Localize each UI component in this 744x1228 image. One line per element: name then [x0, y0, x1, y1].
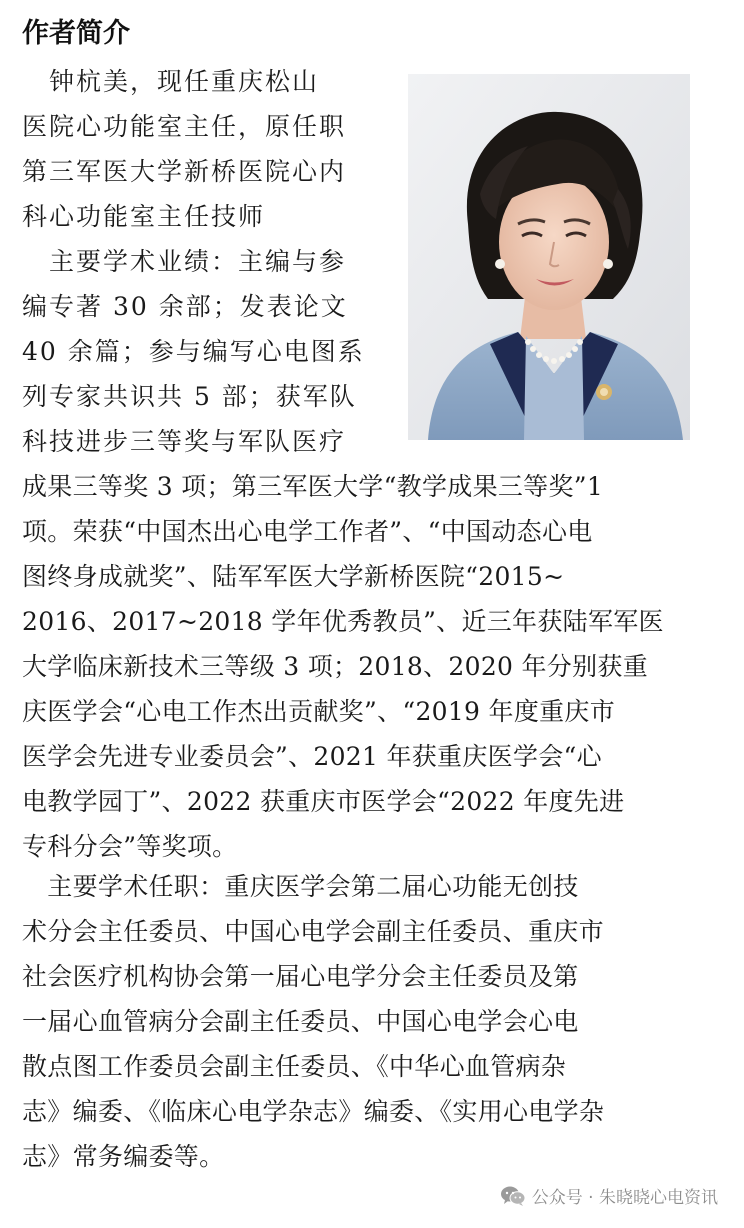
- bio-line: 电教学园丁”、2022 获重庆市医学会“2022 年度先进: [22, 787, 625, 816]
- bio-line: 第三军医大学新桥医院心内: [22, 157, 347, 186]
- bio-line: 列专家共识共 5 部；获军队: [22, 382, 357, 411]
- bio-line: 40 余篇；参与编写心电图系: [22, 337, 365, 366]
- bio-line: 医院心功能室主任，原任职: [22, 112, 347, 141]
- bio-line: 项。荣获“中国杰出心电学工作者”、“中国动态心电: [22, 517, 593, 546]
- bio-line: 图终身成就奖”、陆军军医大学新桥医院“2015~: [22, 562, 565, 591]
- positions-line: 主要学术任职：重庆医学会第二届心功能无创技: [22, 872, 579, 901]
- positions-line: 社会医疗机构协会第一届心电学分会主任委员及第: [22, 962, 579, 991]
- positions-line: 散点图工作委员会副主任委员、《中华心血管病杂: [22, 1052, 567, 1081]
- bio-line: 成果三等奖 3 项；第三军医大学“教学成果三等奖”1: [22, 472, 604, 501]
- bio-line: 编专著 30 余部；发表论文: [22, 292, 348, 321]
- watermark-text: 公众号 · 朱晓晓心电资讯: [531, 1188, 718, 1208]
- positions-line: 志》常务编委等。: [22, 1142, 225, 1171]
- bio-line: 科技进步三等奖与军队医疗: [22, 427, 347, 456]
- author-portrait: [408, 74, 690, 440]
- positions-line: 志》编委、《临床心电学杂志》编委、《实用心电学杂: [22, 1097, 605, 1126]
- watermark: [500, 1183, 718, 1208]
- bio-line: 科心功能室主任技师: [22, 202, 266, 231]
- bio-line: 专科分会”等奖项。: [22, 832, 238, 861]
- bio-line: 医学会先进专业委员会”、2021 年获重庆医学会“心: [22, 742, 602, 771]
- bio-line: 2016、2017~2018 学年优秀教员”、近三年获陆军军医: [22, 607, 664, 636]
- bio-line: 钟杭美，现任重庆松山: [22, 67, 320, 96]
- bio-line: 庆医学会“心电工作杰出贡献奖”、“2019 年度重庆市: [22, 697, 616, 726]
- positions-line: 一届心血管病分会副主任委员、中国心电学会心电: [22, 1007, 579, 1036]
- section-heading: 作者简介: [22, 18, 130, 49]
- bio-line: 主要学术业绩：主编与参: [22, 247, 347, 276]
- bio-line: 大学临床新技术三等级 3 项；2018、2020 年分别获重: [22, 652, 648, 681]
- positions-line: 术分会主任委员、中国心电学会副主任委员、重庆市: [22, 917, 604, 946]
- wechat-icon: [500, 1185, 526, 1207]
